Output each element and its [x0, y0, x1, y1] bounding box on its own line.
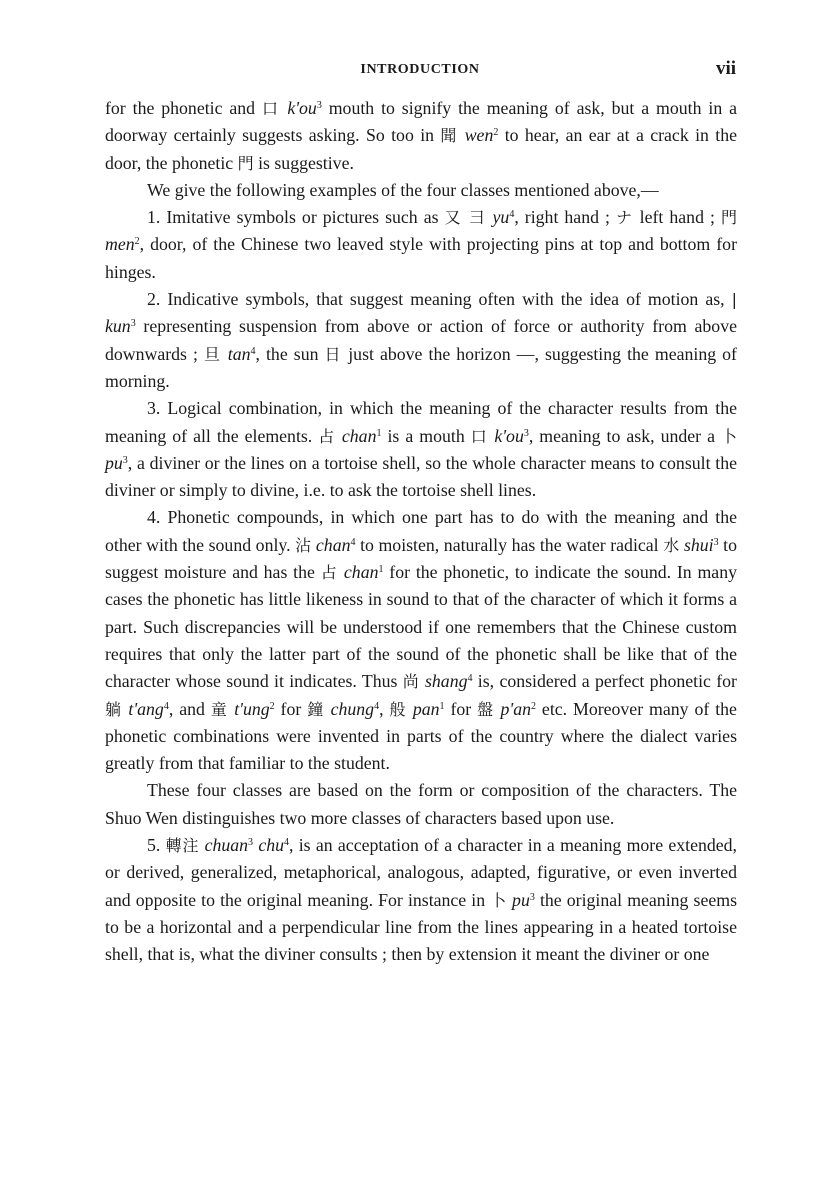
text-run: , door, of the Chinese two leaved style with projecting pins at top and bottom for hinges.	[105, 234, 737, 282]
text-run: is suggestive.	[253, 152, 354, 173]
chinese-character: 占	[318, 426, 336, 446]
text-run: , is an acceptation of a character in a meaning more extended, or derived, generalized, metaphorical, analogous, adapted, figurative, or even inverted and opposite to the original meaning. For instance in	[105, 835, 737, 910]
text-run: etc. Moreover many of the phonetic combinations were invented in parts of the country where the dialect varies greatly from that familiar to the student.	[105, 698, 737, 774]
chinese-character: 尚	[402, 672, 420, 692]
text-run: to moisten, naturally has the water radical	[355, 534, 664, 555]
chinese-character: 口	[261, 99, 281, 118]
chinese-character: 占	[320, 563, 339, 583]
paragraph-p5	[105, 504, 737, 777]
chinese-character: 門	[720, 208, 737, 228]
paragraph-p3	[105, 286, 737, 395]
text-run: , meaning to ask, under a	[528, 425, 721, 446]
romanization: t'ung	[234, 698, 270, 719]
chinese-character: 鐘	[307, 699, 325, 719]
romanization: chan	[315, 534, 351, 555]
paragraph-p2	[105, 204, 737, 286]
romanization: shang	[425, 671, 468, 692]
text-run: 1. Imitative symbols or pictures such as	[147, 207, 445, 228]
tone-mark: 4	[374, 700, 380, 712]
text-run: for the phonetic, to indicate the sound. In many cases the phonetic has little likeness in sound to that of the character of which it forms a part. Such discrepancies will be understood if one remembers that the Chinese custom requires that only the latter part of the sound of the phonetic shall be like that of the character whose sound it indicates. Thus	[105, 562, 737, 692]
text-run: representing suspension from above or action of force or authority from above downwards ;	[105, 316, 737, 364]
text-run: mouth to signify the meaning of ask, but a mouth in a doorway certainly suggests asking. So too in	[105, 98, 737, 146]
romanization: tan	[227, 343, 251, 364]
romanization: pu	[105, 452, 123, 473]
tone-mark: 4	[509, 209, 515, 221]
chinese-character: |	[731, 290, 737, 310]
text-run: just above the horizon —, suggesting the meaning of morning.	[105, 343, 737, 391]
chinese-character: 門	[237, 153, 254, 173]
tone-mark: 3	[529, 891, 535, 903]
paragraph-p7	[105, 832, 737, 968]
paragraph-p4	[105, 395, 737, 504]
text-run: 4. Phonetic compounds, in which one part has to do with the meaning and the other with the sound only.	[105, 507, 737, 555]
chinese-character: 卜	[720, 426, 737, 446]
tone-mark: 3	[130, 318, 136, 330]
text-run: These four classes are based on the form or composition of the characters. The Shuo Wen distinguishes two more classes of characters based upon use.	[105, 780, 737, 828]
text-run: for the phonetic and	[105, 98, 262, 118]
text-run: , the sun	[255, 343, 325, 364]
paragraph-p6	[105, 777, 737, 832]
tone-mark: 3	[713, 536, 719, 548]
romanization: wen	[464, 125, 494, 146]
text-run: , and	[168, 698, 211, 719]
page-number: vii	[715, 58, 736, 79]
chinese-character: 盤	[477, 699, 495, 719]
chinese-character: 卜	[490, 890, 507, 910]
tone-mark: 4	[350, 536, 356, 548]
tone-mark: 3	[316, 100, 322, 111]
text-run: for	[444, 698, 478, 719]
text-run: to hear, an ear at a crack in the door, the phonetic	[105, 125, 737, 173]
text-run: the original meaning seems to be a horizontal and a perpendicular line from the lines appearing in a heated tortoise shell, that is, what the diviner consults ; then by extension it meant the diviner or one	[105, 889, 737, 965]
tone-mark: 4	[284, 837, 289, 849]
body-text	[105, 95, 737, 969]
chinese-character: ナ	[616, 208, 634, 228]
text-run: for	[274, 698, 308, 719]
chinese-character: 聞	[440, 126, 459, 146]
text-run: is, considered a perfect phonetic for	[472, 671, 737, 692]
romanization: k'ou	[494, 425, 524, 446]
romanization: chung	[330, 698, 375, 719]
tone-mark: 3	[248, 837, 254, 849]
tone-mark: 4	[163, 700, 169, 712]
tone-mark: 2	[269, 700, 275, 712]
paragraph-p0	[105, 95, 737, 177]
text-run: 5.	[147, 835, 166, 856]
romanization: k'ou	[287, 98, 317, 118]
tone-mark: 2	[493, 127, 499, 139]
text-run: , a diviner or the lines on a tortoise shell, so the whole character means to consult the diviner or simply to divine, i.e. to ask the tortoise shell lines.	[105, 452, 737, 501]
tone-mark: 4	[250, 345, 256, 357]
running-title: INTRODUCTION	[360, 62, 480, 77]
chinese-character: 般	[389, 699, 407, 719]
romanization: chuan	[204, 835, 249, 856]
tone-mark: 2	[531, 700, 536, 712]
romanization: chan	[343, 562, 379, 583]
tone-mark: 1	[376, 427, 382, 439]
chinese-character: 轉注	[165, 836, 200, 856]
tone-mark: 4	[467, 673, 473, 685]
chinese-character: 水	[663, 535, 680, 555]
text-run: 3. Logical combination, in which the meaning of the character results from the meaning of all the elements.	[105, 398, 737, 446]
text-run: We give the following examples of the four classes mentioned above,—	[147, 179, 659, 200]
romanization: kun	[105, 316, 131, 337]
romanization: t'ang	[128, 698, 164, 719]
romanization: yu	[492, 207, 510, 228]
text-run: to suggest moisture and has the	[105, 534, 738, 583]
text-run: left hand ;	[633, 207, 721, 228]
chinese-character: 躺	[105, 699, 123, 719]
romanization: pu	[512, 889, 530, 910]
tone-mark: 3	[122, 454, 128, 466]
chinese-character: 童	[210, 699, 229, 719]
romanization: chu	[258, 835, 284, 856]
chinese-character: 日	[324, 344, 343, 364]
chinese-character: 旦	[204, 344, 222, 364]
tone-mark: 2	[134, 236, 140, 248]
paragraph-p1	[105, 177, 737, 204]
romanization: shui	[683, 534, 714, 555]
tone-mark: 1	[378, 564, 384, 576]
tone-mark: 3	[523, 427, 529, 439]
text-run: is a mouth	[381, 425, 471, 446]
text-run: , right hand ;	[514, 207, 617, 228]
romanization: chan	[341, 425, 377, 446]
page-header	[0, 58, 840, 82]
romanization: p'an	[500, 698, 531, 719]
romanization: pan	[412, 698, 440, 719]
romanization: men	[105, 234, 135, 255]
chinese-character: 沾	[295, 535, 312, 555]
text-run: ,	[379, 698, 390, 719]
text-run: 2. Indicative symbols, that suggest meaning often with the idea of motion as,	[147, 289, 732, 310]
chinese-character: 口	[470, 426, 489, 446]
chinese-character: 又 ⺕	[444, 208, 487, 228]
tone-mark: 1	[439, 700, 445, 712]
